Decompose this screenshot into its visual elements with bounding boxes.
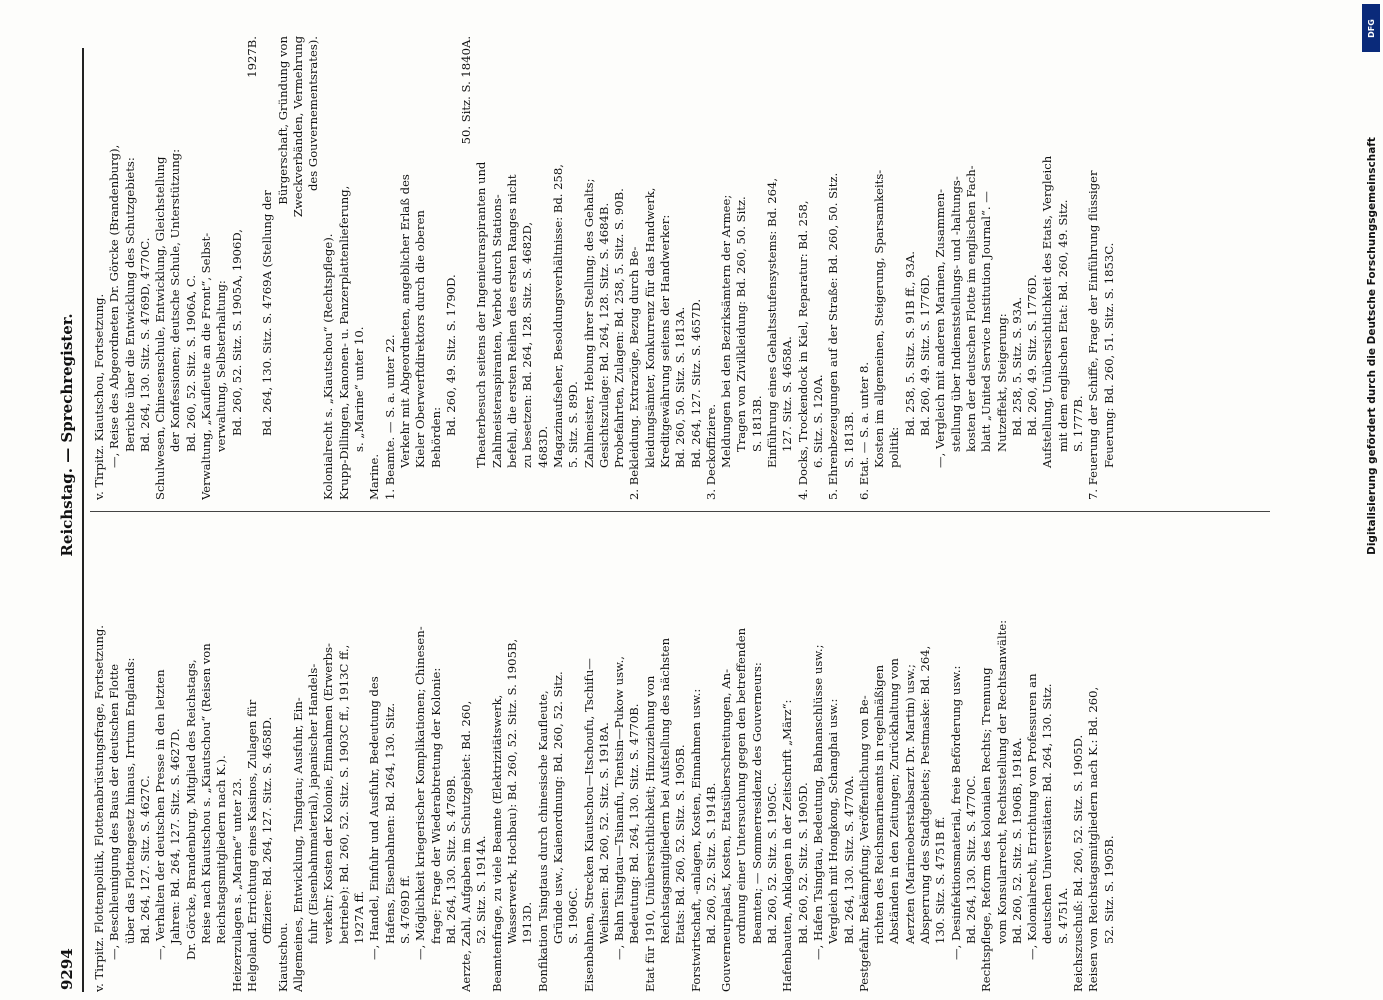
index-entry-line: Bd. 260, 52. Sitz. S. 1905D. xyxy=(795,782,810,944)
index-entry-line: 4. Docks, Trockendock in Kiel, Reparatur: Bd. 258, xyxy=(795,200,810,500)
index-entry-line: 52. Sitz. S. 1905B. xyxy=(1101,835,1116,944)
index-entry-line: 1927B. xyxy=(244,36,259,78)
index-entry-line: frage; Frage der Wiederabtretung der Kolonie: xyxy=(428,667,443,944)
index-entry-line: —, Reise des Abgeordneten Dr. Görcke (Brandenburg), xyxy=(107,144,122,468)
index-entry-line: Bedeutung: Bd. 264, 130. Sitz. S. 4770B. xyxy=(627,703,642,944)
index-entry-line: Bd. 260, 52. Sitz. S. 1906A, C. xyxy=(183,274,198,452)
index-entry-line: Bd. 264, 130. Sitz. S. 4769B. xyxy=(443,775,458,944)
index-entry-line: Gründe usw., Kaienordnung: Bd. 260, 52. Sitz. xyxy=(550,671,565,944)
index-entry-line: deutschen Universitäten: Bd. 264, 130. Sitz. xyxy=(1040,683,1055,944)
column-divider xyxy=(90,511,1270,512)
index-entry-line: Reise nach Kiautschou s. „Kiautschou“ (Reisen von xyxy=(199,643,214,944)
index-entry-line: 130. Sitz. S. 4751B ff. xyxy=(933,816,948,944)
index-entry-line: —, Hafen Tsingtau, Bedeutung, Bahnanschlüsse usw.; xyxy=(810,644,825,960)
index-entry-line: über das Flottengesetz hinaus, Irrtum Englands: xyxy=(122,657,137,944)
index-entry-line: Bd. 258, 5. Sitz. S. 93A. xyxy=(1009,296,1024,436)
index-entry-line: Beamten; — Sommerresidenz des Gouverneurs: xyxy=(749,662,764,944)
index-entry-line: Allgemeines, Entwicklung, Tsingtau; Ausfuhr, Ein- xyxy=(290,697,305,992)
index-entry-line: Bd. 264, 130. Sitz. S. 4770C. xyxy=(963,775,978,944)
index-entry-line: kosten der deutschen Flotte im englischen Fach- xyxy=(963,165,978,452)
index-entry-line: S. 1813B. xyxy=(749,395,764,452)
index-entry-line: Helgoland. Errichtung eines Kasinos, Zulagen für xyxy=(244,699,259,992)
index-entry-line: —, Handel, Einfuhr und Ausfuhr, Bedeutung des xyxy=(367,676,382,960)
index-entry-line: Bd. 260, 52. Sitz. S. 1914B. xyxy=(703,782,718,944)
index-entry-line: —, Beschleunigung des Baus der deutschen Flotte xyxy=(107,663,122,960)
index-entry-line: Kosten im allgemeinen, Steigerung, Sparsamkeits- xyxy=(872,169,887,468)
index-entry-line: S. 1813B. xyxy=(841,411,856,468)
index-entry-line: Krupp-Dillingen, Kanonen- u. Panzerplattenlieferung, xyxy=(336,185,351,500)
index-entry-line: 5. Ehrenbezeugungen auf der Straße: Bd. 260, 50. Sitz. xyxy=(826,172,841,500)
index-entry-line: Offiziere: Bd. 264, 127. Sitz. S. 4658D. xyxy=(260,716,275,944)
index-entry-line: S. 4751A. xyxy=(1055,887,1070,944)
index-entry-line: politik: xyxy=(887,426,902,468)
index-entry-line: Wasserwerk, Hochbau): Bd. 260, 52. Sitz. S. 1905B, xyxy=(505,638,520,944)
dfg-logo-icon: DFG xyxy=(1362,4,1380,52)
index-entry-line: —, Möglichkeit kriegerischer Komplikationen; Chinesen- xyxy=(413,626,428,960)
index-entry-line: 4683D. xyxy=(535,425,550,468)
index-entry-line: Feuerung: Bd. 260, 51. Sitz. S. 1853C. xyxy=(1101,242,1116,468)
index-entry-line: Kolonialrecht s. „Kiautschou“ (Rechtspflege). xyxy=(321,233,336,500)
index-entry-line: Vergleich mit Hongkong, Schanghai usw.: xyxy=(826,698,841,944)
index-entry-line: Bd. 260, 52. Sitz. S. 1905C. xyxy=(765,782,780,944)
index-entry-line: Verwaltung, „Kaufleute an die Front“, Selbst- xyxy=(199,232,214,500)
index-entry-line: Dr. Görcke, Brandenburg, Mitglied des Reichstags, xyxy=(183,659,198,960)
index-entry-line: ordnung einer Untersuchung gegen den betreffenden xyxy=(734,627,749,944)
running-head: Reichstag. — Sprechregister. xyxy=(58,313,76,557)
index-entry-line: Meldungen bei den Bezirksämtern der Armee; xyxy=(719,194,734,468)
index-entry-line: s. „Marine“ unter 10. xyxy=(352,326,367,452)
index-entry-line: —, Bahn Tsingtau—Tsinanfu, Tientsin—Pukow usw., xyxy=(612,656,627,960)
index-entry-line: Schulwesen, Chinesenschule, Entwicklung, Gleichstellung xyxy=(153,156,168,500)
index-entry-line: Jahren: Bd. 264, 127. Sitz. S. 4627D. xyxy=(168,728,183,944)
index-entry-line: Etats: Bd. 260, 52. Sitz. S. 1905B. xyxy=(673,744,688,944)
index-entry-line: S. 1777B. xyxy=(1071,395,1085,452)
index-entry-line: Aufstellung, Unübersichtlichkeit des Etats, Vergleich xyxy=(1040,155,1055,468)
index-entry-line: Bd. 264, 127. Sitz. S. 4657D. xyxy=(688,298,703,468)
index-entry-line: Bonfikation Tsingtaus durch chinesische Kaufleute, xyxy=(535,690,550,992)
index-entry-line: befehl, die ersten Reihen des ersten Ranges nicht xyxy=(505,174,520,468)
index-entry-line: Reichstagsmitgliedern bei Aufstellung des nächsten xyxy=(657,637,672,944)
index-entry-line: 1927A ff. xyxy=(352,890,367,944)
index-entry-line: des Gouvernementsrates). xyxy=(306,36,321,191)
index-entry-line: Abständen in den Zeitungen; Zurückhaltung von xyxy=(887,658,902,944)
index-entry-line: Bd. 260, 52. Sitz. S. 1905A, 1906D, xyxy=(229,229,244,436)
index-entry-line: Hafenbauten, Anklagen in der Zeitschrift „März“: xyxy=(780,699,795,992)
index-entry-line: 127. Sitz. S. 4658A. xyxy=(780,336,795,452)
index-entry-line: vom Konsularrecht, Rechtsstellung der Rechtsanwälte: xyxy=(994,619,1009,944)
index-entry-line: mit dem englischen Etat: Bd. 260, 49. Sitz. xyxy=(1055,199,1070,452)
index-entry-line: Eisenbahnen, Strecken Kiautschou—Itschoufu, Tschifu— xyxy=(581,658,596,992)
index-entry-line: Behörden: xyxy=(428,406,443,468)
index-entry-line: Rechtspflege, Reform des kolonialen Rechts; Trennung xyxy=(979,667,994,992)
index-entry-line: Zahlmeisteraspiranten, Verbot durch Stations- xyxy=(489,194,504,468)
index-entry-line: Aerzten (Marineoberstabsarzt Dr. Martin) usw.; xyxy=(902,664,917,944)
index-entry-line: Gouverneurpalast, Kosten, Etatsüberschreitungen, An- xyxy=(719,669,734,992)
index-entry-line: Verkehr mit Abgeordneten, angeblicher Erlaß des xyxy=(397,174,412,468)
index-entry-line: 52. Sitz. S. 1914A. xyxy=(474,835,489,944)
index-entry-line: verkehr; Kosten der Kolonie, Einnahmen (Erwerbs- xyxy=(321,643,336,944)
index-entry-line: Bürgerschaft, Gründung von xyxy=(275,36,290,205)
index-entry-line: Bd. 260, 49. Sitz. S. 1790D. xyxy=(443,274,458,436)
index-entry-line: Theaterbesuch seitens der Ingenieuraspiranten und xyxy=(474,161,489,468)
index-entry-line: Kiautschou. xyxy=(275,922,290,992)
index-entry-line: Zahlmeister, Hebung ihrer Stellung; des Gehalts; xyxy=(581,178,596,468)
index-entry-line: 50. Sitz. S. 1840A. xyxy=(459,36,474,145)
index-entry-line: Hafens, Eisenbahnen: Bd. 264, 130. Sitz. xyxy=(382,702,397,944)
index-entry-line: 5. Sitz. S. 89D. xyxy=(566,381,581,468)
index-entry-line: Bd. 264, 127. Sitz. S. 4627C. xyxy=(137,775,152,944)
index-entry-line: 2. Bekleidung. Extrazüge, Bezug durch Be- xyxy=(627,246,642,500)
index-entry-line: Bd. 260, 49. Sitz. S. 1776D. xyxy=(918,274,933,436)
index-entry-line: fuhr (Eisenbahnmaterial), japanischer Handels- xyxy=(306,663,321,944)
index-entry-line: Einführung eines Gehaltsstufensystems: Bd. 264, xyxy=(765,177,780,468)
index-entry-line: Zweckverbänden, Vermehrung xyxy=(290,36,305,218)
index-entry-line: stellung über Indienststellungs- und -haltungs- xyxy=(948,176,963,452)
index-entry-line: Bd. 260, 50. Sitz. S. 1813A. xyxy=(673,306,688,468)
index-entry-line: v. Tirpitz. Flottenpolitik, Flottenabrüstungsfrage, Fortsetzung. xyxy=(92,625,106,992)
index-entry-line: Bd. 260, 52. Sitz. S. 1906B, 1918A. xyxy=(1009,737,1024,944)
index-entry-line: v. Tirpitz. Kiautschou, Fortsetzung. xyxy=(92,293,106,500)
index-entry-line: Pestgefahr, Bekämpfung; Veröffentlichung von Be- xyxy=(856,695,871,992)
index-entry-line: Magazinaufseher, Besoldungsverhältnisse: Bd. 258, xyxy=(550,164,565,468)
index-entry-line: Probefahrten, Zulagen: Bd. 258, 5. Sitz. S. 90B. xyxy=(612,188,627,468)
index-entry-line: 6. Etat. — S. a. unter 8. xyxy=(856,361,871,500)
index-column-left xyxy=(92,522,1117,992)
index-entry-line: Bd. 264, 130. Sitz. S. 4769D, 4770C. xyxy=(137,237,152,452)
index-entry-line: —, Desinfektionsmaterial, freie Beförderung usw.: xyxy=(948,665,963,960)
index-entry-line: Weihsien: Bd. 260, 52. Sitz. S. 1918A. xyxy=(596,722,611,944)
index-entry-line: kleidungsämter, Konkurrenz für das Handwerk, xyxy=(642,187,657,468)
index-entry-line: —, Vergleich mit anderen Marinen, Zusammen- xyxy=(933,188,948,468)
index-entry-line: Kieler Oberwerftdirektors durch die oberen xyxy=(413,210,428,468)
funding-credit: Digitalisierung gefördert durch die Deutsche Forschungsgemeinschaft xyxy=(1366,137,1378,555)
index-entry-line: S. 4769D ff. xyxy=(397,875,412,944)
index-entry-line: 3. Deckoffiziere. xyxy=(703,403,718,500)
index-entry-line: —, Kolonialrecht, Errichtung von Professuren an xyxy=(1025,673,1040,960)
index-entry-line: Tragen von Zivilkleidung: Bd. 260, 50. Sitz. xyxy=(734,196,749,452)
index-column-right xyxy=(92,30,1117,500)
index-entry-line: Heizerzulagen s. „Marine“ unter 23. xyxy=(229,777,244,992)
index-entry-line: —, Verhalten der deutschen Presse in den letzten xyxy=(153,669,168,960)
index-entry-line: Marine. xyxy=(367,453,382,500)
index-entry-line: Nutzeffekt, Steigerung: xyxy=(994,313,1009,452)
index-entry-line: Forstwirtschaft, -anlagen, Kosten, Einnahmen usw.: xyxy=(688,688,703,992)
index-entry-line: Gesichtszulage: Bd. 264, 128. Sitz. S. 4684B. xyxy=(596,202,611,468)
index-entry-line: 1. Beamte. — S. a. unter 22. xyxy=(382,334,397,500)
index-entry-line: zu besetzen: Bd. 264, 128. Sitz. S. 4682D, xyxy=(520,221,535,468)
index-entry-line: S. 1906C. xyxy=(566,887,581,944)
index-entry-line: Absperrung des Stadtgebiets; Pestmaske: Bd. 264, xyxy=(918,645,933,944)
index-entry-line: Beamtenfrage, zu viele Beamte (Elektrizitätswerk, xyxy=(489,694,504,992)
index-entry-line: Reisen von Reichstagsmitgliedern nach K.: Bd. 260, xyxy=(1086,686,1101,992)
index-entry-line: Bd. 264, 130. Sitz. S. 4769A (Stellung der xyxy=(260,190,275,436)
index-entry-line: 6. Sitz. S. 120A. xyxy=(810,374,825,468)
index-entry-line: Bd. 264, 130. Sitz. S. 4770A. xyxy=(841,775,856,944)
index-entry-line: Kreditgewährung seitens der Handwerker: xyxy=(657,214,672,468)
index-entry-line: blatt „United Service Institution Journal“. — xyxy=(979,191,994,452)
index-entry-line: betriebe): Bd. 260, 52. Sitz. S. 1903C ff., 1913C ff., xyxy=(336,644,351,944)
index-entry-line: Reichszuschuß: Bd. 260, 52. Sitz. S. 1905D. xyxy=(1071,734,1085,992)
index-entry-line: 1913D. xyxy=(520,901,535,944)
index-entry-line: Reichstagsmitgliedern nach K.). xyxy=(214,755,229,944)
index-entry-line: verwaltung, Selbsterhaltung: xyxy=(214,280,229,452)
index-entry-line: der Konfessionen; deutsche Schule, Unterstützung: xyxy=(168,148,183,452)
index-entry-line: Etat für 1910, Unübersichtlichkeit; Hinzuziehung von xyxy=(642,675,657,992)
digitization-stamp xyxy=(1360,0,1382,1000)
index-entry-line: Bd. 258, 5. Sitz. S. 91B ff., 93A. xyxy=(902,251,917,436)
index-entry-line: Bd. 260, 49. Sitz. S. 1776D. xyxy=(1025,274,1040,436)
page-number: 9294 xyxy=(58,948,76,990)
index-entry-line: 7. Feuerung der Schiffe, Frage der Einführung flüssiger xyxy=(1086,170,1101,500)
header-rule xyxy=(82,48,84,992)
index-entry-line: richten des Reichsmarineamts in regelmäßigen xyxy=(872,664,887,944)
index-entry-line: Berichte über die Entwicklung des Schutzgebiets: xyxy=(122,157,137,452)
index-entry-line: Aerzte, Zahl, Aufgaben im Schutzgebiet: Bd. 260, xyxy=(459,700,474,992)
